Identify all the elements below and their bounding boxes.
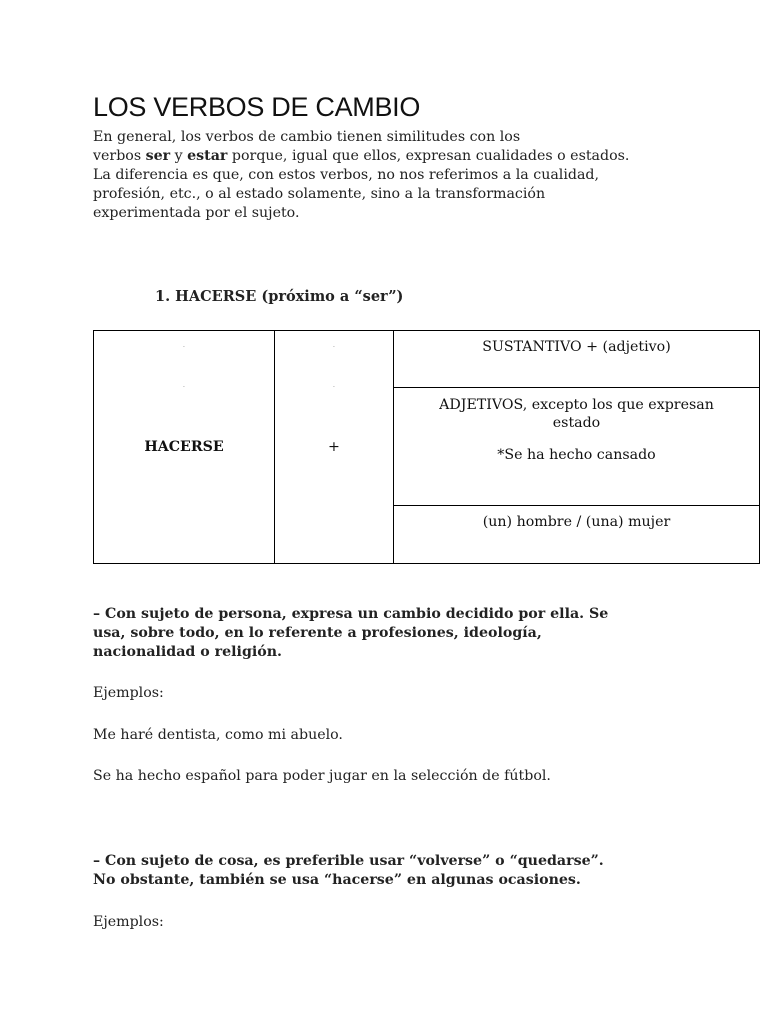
intro-text: porque, igual que ellos, expresan cualidades o estados. <box>227 148 630 164</box>
verb-hacerse: HACERSE <box>144 439 224 455</box>
note-persona <box>93 605 608 662</box>
keyword-ser: ser <box>145 148 171 164</box>
keyword-estar: estar <box>187 148 228 164</box>
intro-text: verbos <box>93 148 146 164</box>
example-dentista: Me haré dentista, como mi abuelo. <box>93 727 343 743</box>
complement-sustantivo: SUSTANTIVO + (adjetivo) <box>482 339 671 355</box>
complement-row-1 <box>394 331 760 388</box>
intro-line-2 <box>93 147 693 166</box>
section-heading-hacerse: 1. HACERSE (próximo a “ser”) <box>155 288 404 305</box>
dot-marker: · <box>183 344 185 351</box>
examples-label-2: Ejemplos: <box>93 914 164 930</box>
note-persona-line-1: – Con sujeto de persona, expresa un cambio decidido por ella. Se <box>93 606 609 622</box>
dot-marker: · <box>333 384 335 391</box>
hacerse-table <box>93 330 760 564</box>
intro-line-5: experimentada por el sujeto. <box>93 205 300 221</box>
plus-cell <box>275 331 394 564</box>
example-espanol: Se ha hecho español para poder jugar en la selección de fútbol. <box>93 768 551 784</box>
dot-marker: · <box>333 344 335 351</box>
complement-example: *Se ha hecho cansado <box>497 447 656 463</box>
note-cosa-line-2: No obstante, también se usa “hacerse” en algunas ocasiones. <box>93 872 581 888</box>
note-cosa <box>93 852 604 890</box>
complement-adjetivos-cont: estado <box>552 415 601 431</box>
complement-hombre-mujer: (un) hombre / (una) mujer <box>482 514 671 530</box>
page-title: LOS VERBOS DE CAMBIO <box>93 92 421 122</box>
intro-line-3: La diferencia es que, con estos verbos, no nos referimos a la cualidad, <box>93 167 600 183</box>
complement-row-3 <box>394 506 760 564</box>
complement-adjetivos: ADJETIVOS, excepto los que expresan <box>439 397 714 413</box>
verb-cell <box>94 331 275 564</box>
complement-row-2 <box>394 388 760 506</box>
note-persona-line-2: usa, sobre todo, en lo referente a profesiones, ideología, <box>93 625 542 641</box>
note-persona-line-3: nacionalidad o religión. <box>93 644 282 660</box>
intro-text: y <box>170 148 188 164</box>
intro-line-4: profesión, etc., o al estado solamente, sino a la transformación <box>93 186 546 202</box>
intro-paragraph <box>93 128 693 223</box>
examples-label: Ejemplos: <box>93 685 164 701</box>
plus-sign: + <box>328 439 340 455</box>
dot-marker: · <box>183 384 185 391</box>
intro-line-1: En general, los verbos de cambio tienen similitudes con los <box>93 129 521 145</box>
note-cosa-line-1: – Con sujeto de cosa, es preferible usar “volverse” o “quedarse”. <box>93 853 604 869</box>
